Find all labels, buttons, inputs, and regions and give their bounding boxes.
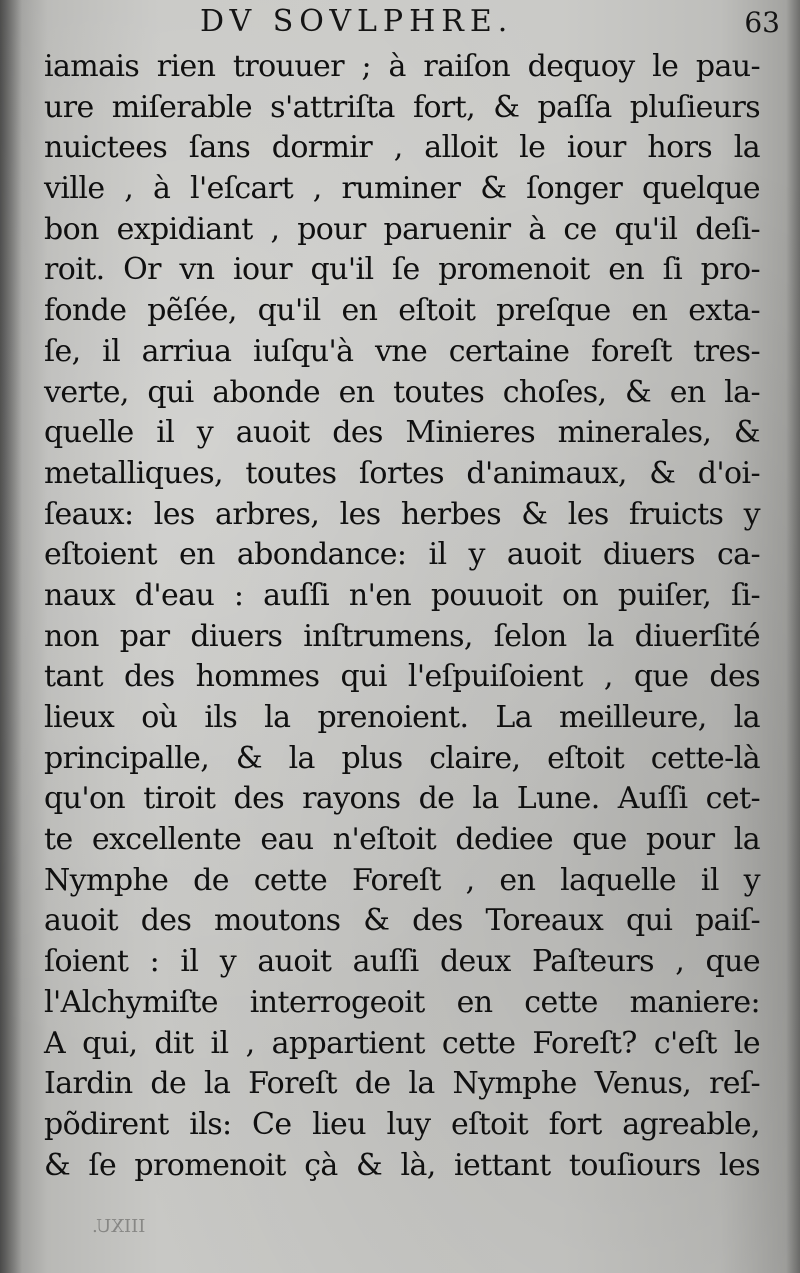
- text-line: principalle, & la plus claire, eſtoit cette-là: [44, 740, 760, 776]
- text-line: põdirent ils: Ce lieu luy eſtoit fort agreable,: [44, 1106, 760, 1142]
- page-number: 63: [744, 6, 780, 39]
- text-line: ville , à l'eſcart , ruminer & ſonger quelque: [44, 171, 760, 207]
- gutter-shadow: [0, 0, 22, 1273]
- text-line: Nymphe de cette Foreſt , en laquelle il y: [44, 862, 760, 898]
- text-line: roit. Or vn iour qu'il ſe promenoit en ſi pro-: [44, 252, 760, 288]
- text-line: auoit des moutons & des Toreaux qui paiſ-: [44, 903, 760, 939]
- bleed-through-mark: IIIXU.: [92, 1216, 146, 1237]
- text-line: metalliques, toutes ſortes d'animaux, & d'oi-: [44, 455, 760, 491]
- text-line: iamais rien trouuer ; à raiſon dequoy le pau-: [44, 49, 760, 84]
- text-line: te excellente eau n'eſtoit dediee que pour la: [44, 822, 760, 858]
- text-line: non par diuers inſtrumens, ſelon la diuerſité: [44, 618, 760, 654]
- text-line: A qui, dit il , appartient cette Foreſt? c'eſt le: [44, 1025, 760, 1061]
- edge-shadow: [786, 0, 800, 1273]
- text-line: naux d'eau : auſſi n'en pouuoit on puiſer, ſi-: [44, 577, 760, 613]
- text-line: ſeaux: les arbres, les herbes & les fruicts y: [44, 496, 760, 532]
- text-line: nuictees ſans dormir , alloit le iour hors la: [44, 130, 760, 166]
- text-line: ure miſerable s'attriſta fort, & paſſa pluſieurs: [44, 89, 760, 125]
- text-line: fonde pẽſée, qu'il en eſtoit preſque en exta-: [44, 293, 760, 329]
- text-line: & ſe promenoit çà & là, iettant touſiours les: [44, 1147, 760, 1183]
- text-line: ſe, il arriua iuſqu'à vne certaine foreſt tres-: [44, 333, 760, 369]
- text-line: l'Alchymiſte interrogeoit en cette maniere:: [44, 984, 760, 1020]
- text-line: Iardin de la Foreſt de la Nymphe Venus, reſ-: [44, 1066, 760, 1102]
- text-line: tant des hommes qui l'eſpuiſoient , que des: [44, 659, 760, 695]
- running-head: DV SOVLPHRE.: [200, 4, 514, 39]
- body-text: [44, 47, 760, 1186]
- text-line: quelle il y auoit des Minieres minerales, &: [44, 415, 760, 451]
- text-line: ſoient : il y auoit auſſi deux Paſteurs , que: [44, 944, 760, 980]
- text-line: bon expidiant , pour paruenir à ce qu'il deſi-: [44, 211, 760, 247]
- text-line: qu'on tiroit des rayons de la Lune. Auſſi cet-: [44, 781, 760, 817]
- text-line: lieux où ils la prenoient. La meilleure, la: [44, 700, 760, 735]
- text-line: verte, qui abonde en toutes choſes, & en la-: [44, 374, 760, 410]
- text-line: eſtoient en abondance: il y auoit diuers ca-: [44, 537, 760, 573]
